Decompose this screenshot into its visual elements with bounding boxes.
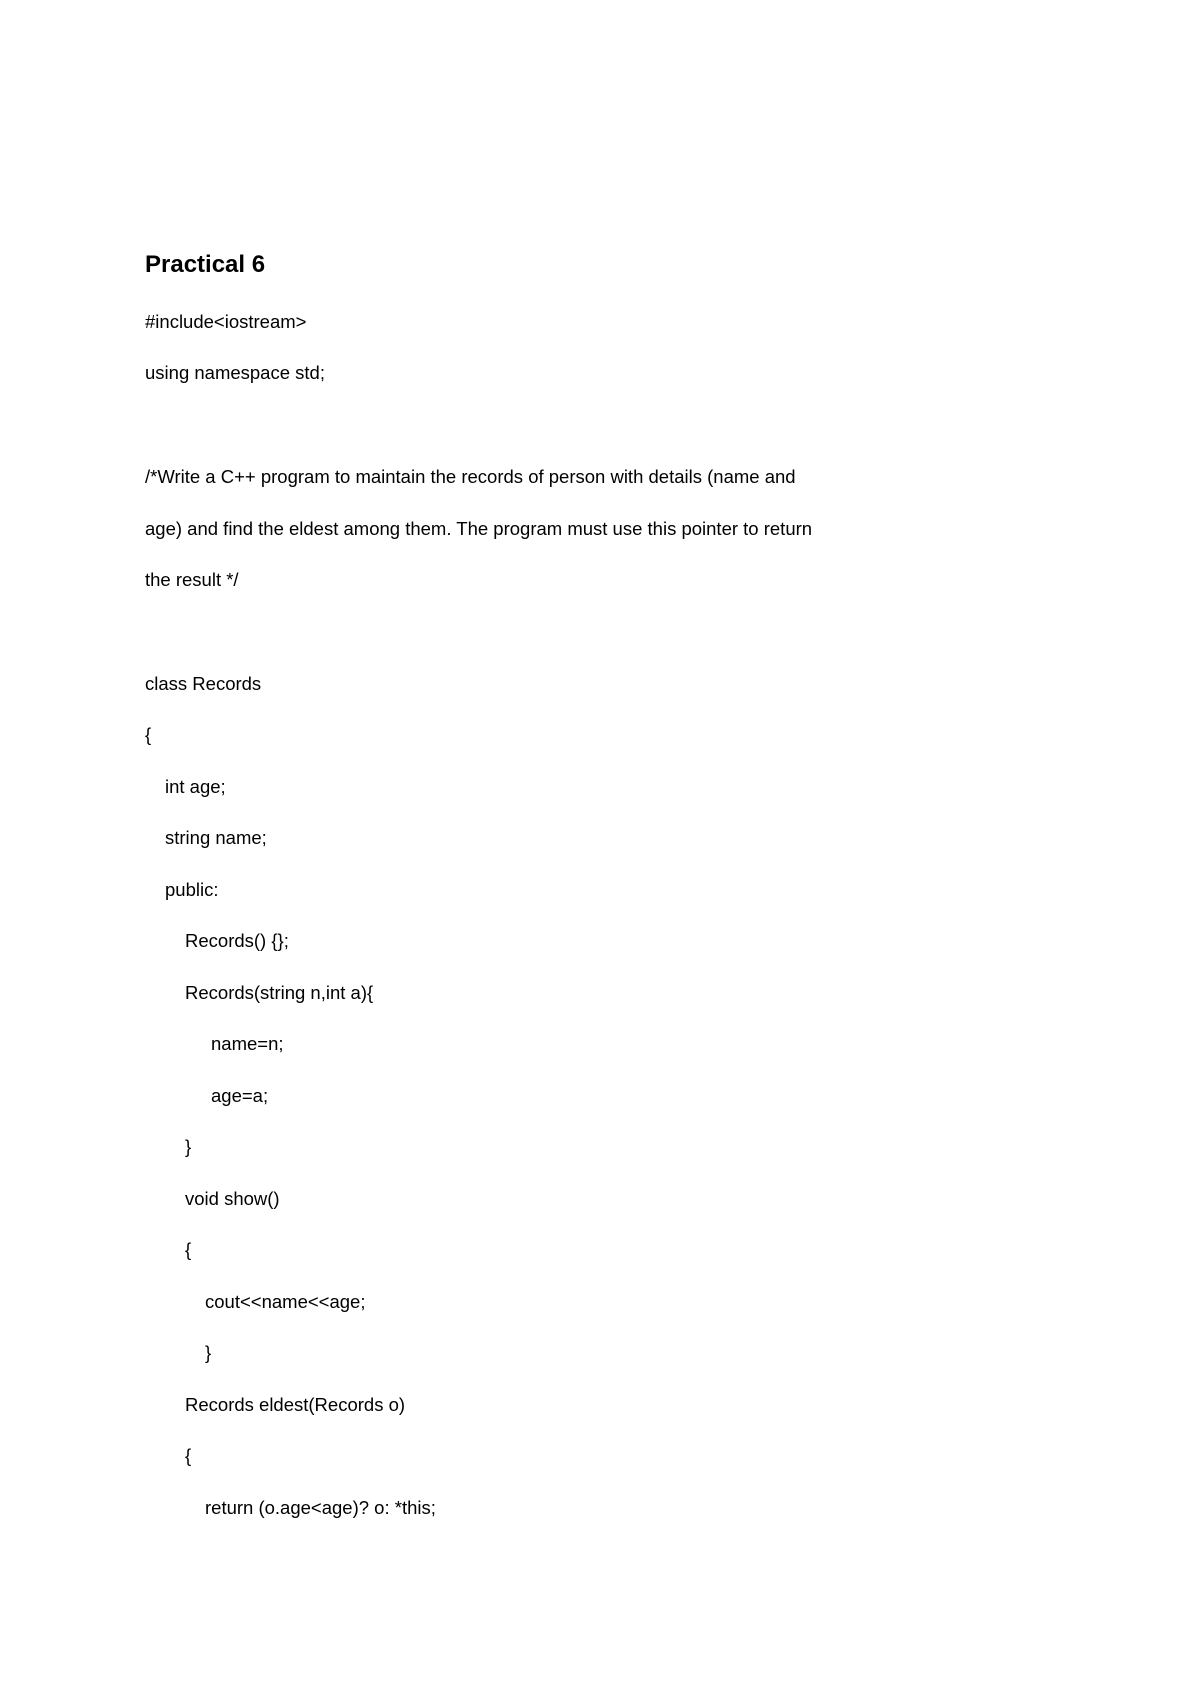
code-line-show: void show() [185,1188,280,1209]
code-line-class: class Records [145,673,262,694]
code-line-public: public: [165,879,219,900]
comment-line-2: age) and find the eldest among them. The program must use this pointer to return [145,518,813,539]
code-line-cout: cout<<name<<age; [205,1291,366,1312]
comment-line-3: the result */ [145,569,239,590]
code-line-name-assign: name=n; [211,1033,284,1054]
code-line-eldest-open: { [185,1445,192,1466]
code-line-close-ctor: } [185,1136,192,1157]
code-line-return: return (o.age<age)? o: *this; [205,1497,436,1518]
code-line-string-name: string name; [165,827,267,848]
code-line-param-ctor: Records(string n,int a){ [185,982,374,1003]
code-line-age-assign: age=a; [211,1085,269,1106]
code-line-int-age: int age; [165,776,226,797]
comment-line-1: /*Write a C++ program to maintain the records of person with details (name and [145,466,796,487]
page-title: Practical 6 [145,251,266,278]
code-line-default-ctor: Records() {}; [185,930,289,951]
code-line-eldest: Records eldest(Records o) [185,1394,406,1415]
code-line-show-open: { [185,1239,192,1260]
code-line-include: #include<iostream> [145,311,307,332]
code-line-open-brace: { [145,724,152,745]
code-line-namespace: using namespace std; [145,362,325,383]
code-line-show-close: } [205,1342,212,1363]
